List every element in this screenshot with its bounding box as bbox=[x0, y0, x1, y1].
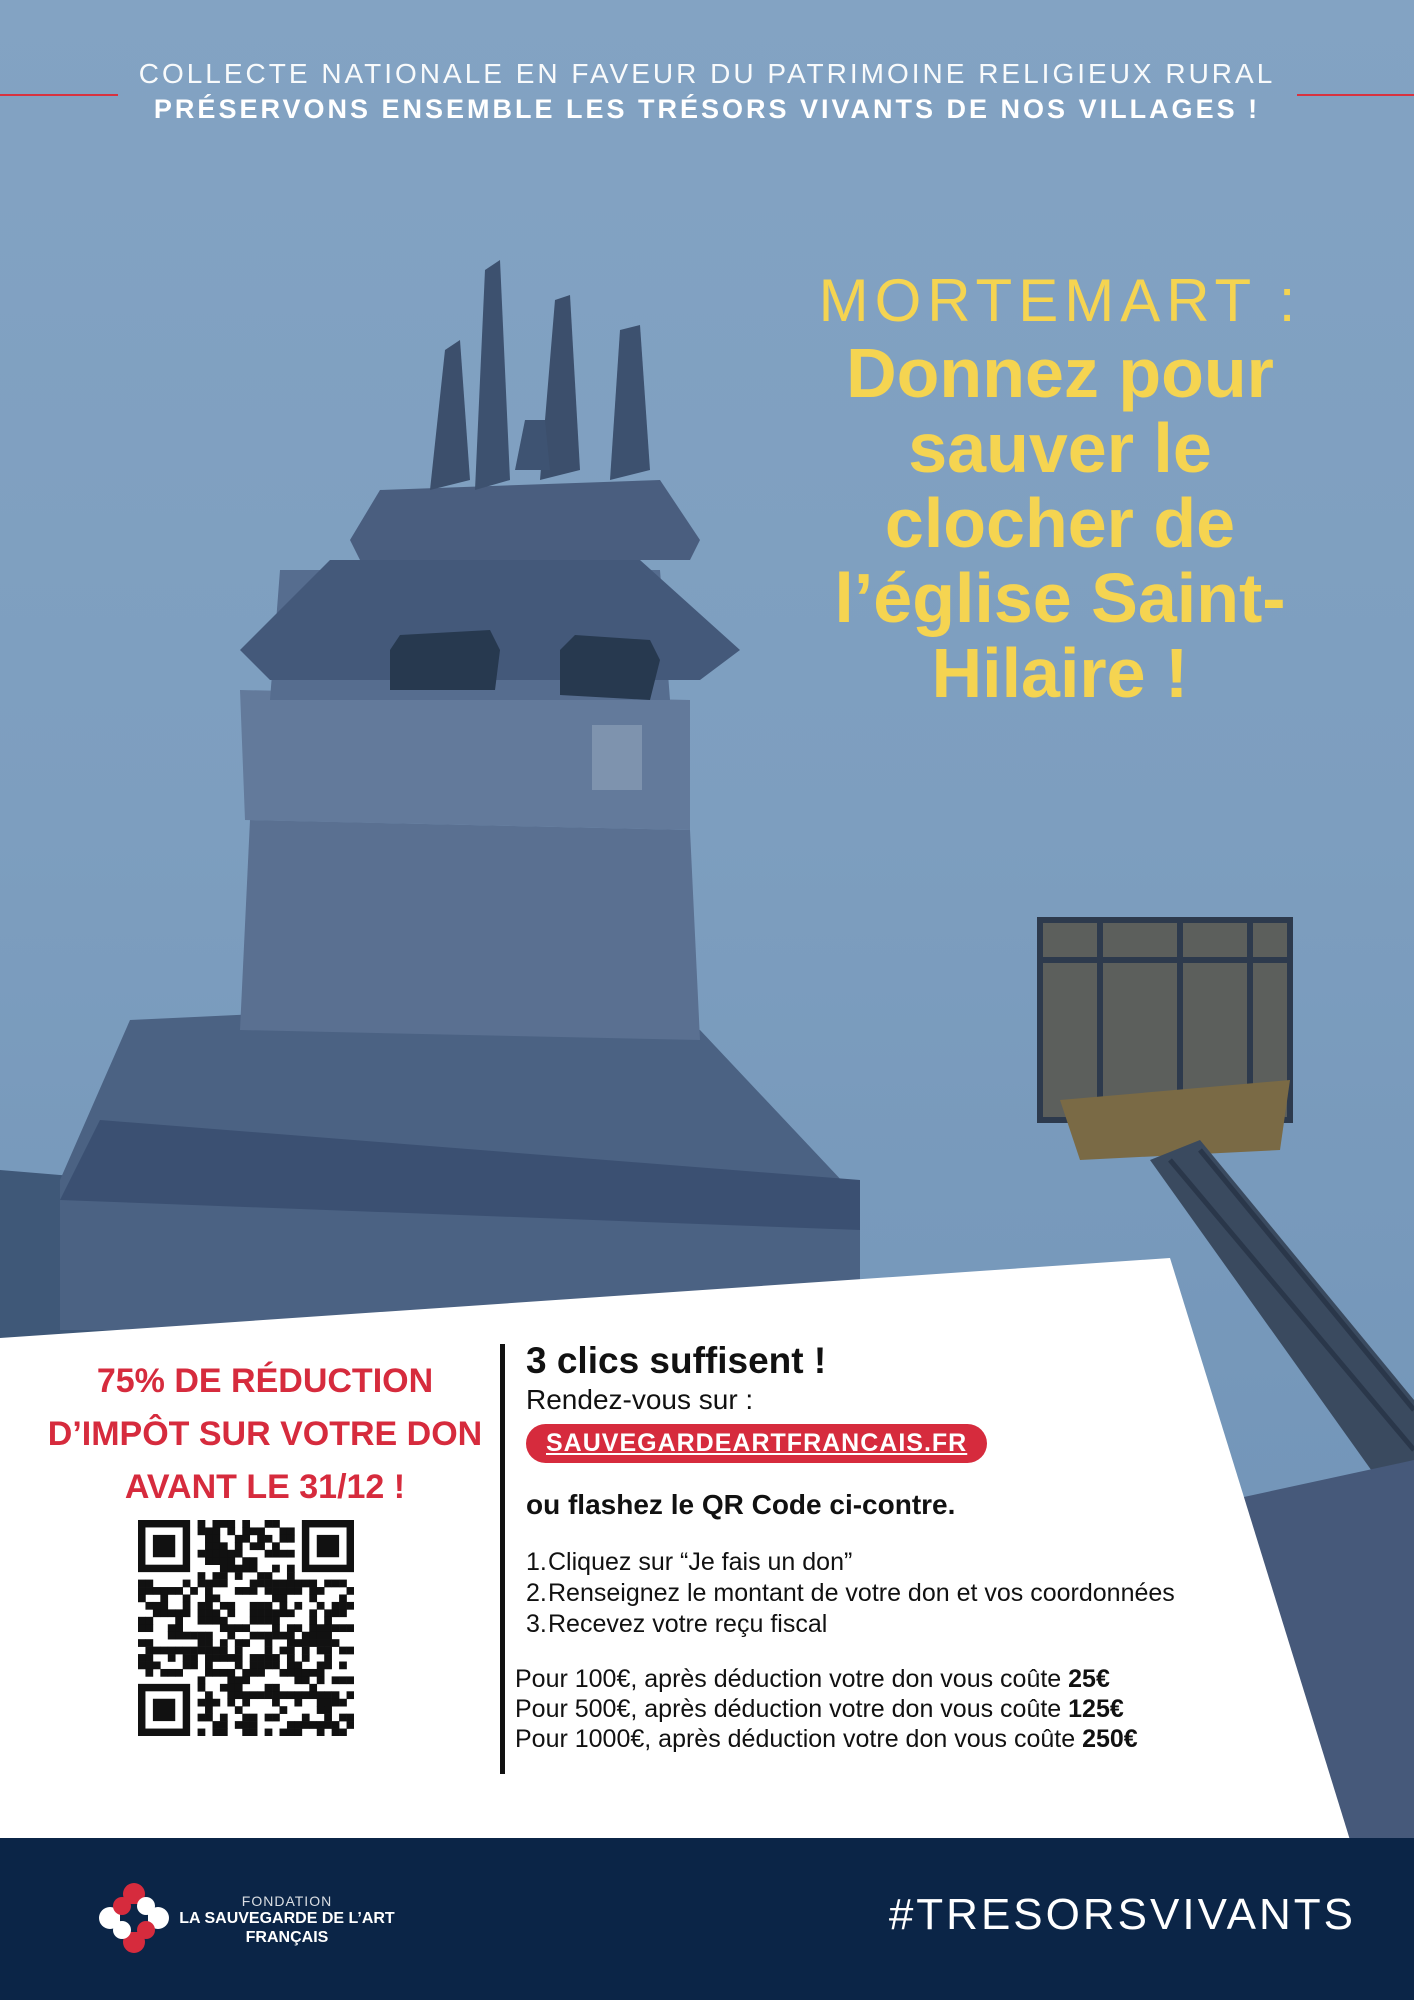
visit-label: Rendez-vous sur : bbox=[526, 1384, 754, 1415]
qr-hint: ou flashez le QR Code ci-contre. bbox=[526, 1489, 956, 1520]
step-number: 2. bbox=[526, 1579, 547, 1607]
cost-row bbox=[515, 1694, 1365, 1724]
fondation-logo-text bbox=[172, 1893, 402, 1947]
cost-amount: 25€ bbox=[1068, 1665, 1110, 1693]
step-text: Recevez votre reçu fiscal bbox=[548, 1610, 828, 1638]
cost-examples bbox=[515, 1664, 1365, 1754]
cost-row bbox=[515, 1664, 1365, 1694]
cost-text: Pour 1000€, après déduction votre don vous coûte bbox=[515, 1725, 1083, 1753]
step-text: Cliquez sur “Je fais un don” bbox=[548, 1548, 853, 1576]
step-number: 1. bbox=[526, 1548, 547, 1576]
list-item bbox=[526, 1578, 1365, 1609]
donation-instructions bbox=[515, 1340, 1365, 1754]
list-item bbox=[526, 1547, 1365, 1578]
steps-list bbox=[526, 1547, 1365, 1640]
city-name: MORTEMART : bbox=[818, 267, 1302, 334]
fondation-logo-icon bbox=[98, 1882, 170, 1954]
qr-code-icon[interactable] bbox=[138, 1520, 354, 1736]
cost-amount: 125€ bbox=[1068, 1695, 1124, 1723]
step-text: Renseignez le montant de votre don et vos coordonnées bbox=[548, 1579, 1175, 1607]
cost-text: Pour 100€, après déduction votre don vous coûte bbox=[515, 1665, 1069, 1693]
logo-small-text: FONDATION bbox=[241, 1893, 333, 1909]
instructions-heading: 3 clics suffisent ! bbox=[526, 1340, 827, 1381]
appeal-headline: Donnez pour sauver le clocher de l’église Saint-Hilaire ! bbox=[834, 334, 1286, 712]
logo-name: LA SAUVEGARDE DE L’ART FRANÇAIS bbox=[179, 1910, 395, 1946]
campaign-hashtag: #TRESORSVIVANTS bbox=[888, 1890, 1356, 1939]
list-item bbox=[526, 1609, 1365, 1640]
cost-amount: 250€ bbox=[1082, 1725, 1138, 1753]
campaign-subtitle: COLLECTE NATIONALE EN FAVEUR DU PATRIMOINE RELIGIEUX RURAL bbox=[138, 58, 1276, 89]
tax-reduction-text: 75% DE RÉDUCTION D’IMPÔT SUR VOTRE DON AVANT LE 31/12 ! bbox=[47, 1362, 483, 1506]
campaign-header bbox=[0, 58, 1414, 125]
appeal-title bbox=[790, 268, 1330, 711]
donation-url-link[interactable]: SAUVEGARDEARTFRANCAIS.FR bbox=[526, 1424, 987, 1463]
step-number: 3. bbox=[526, 1610, 547, 1638]
campaign-slogan: PRÉSERVONS ENSEMBLE LES TRÉSORS VIVANTS DE NOS VILLAGES ! bbox=[153, 94, 1261, 124]
vertical-divider bbox=[500, 1344, 505, 1774]
cost-row bbox=[515, 1724, 1365, 1754]
cost-text: Pour 500€, après déduction votre don vous coûte bbox=[515, 1695, 1069, 1723]
